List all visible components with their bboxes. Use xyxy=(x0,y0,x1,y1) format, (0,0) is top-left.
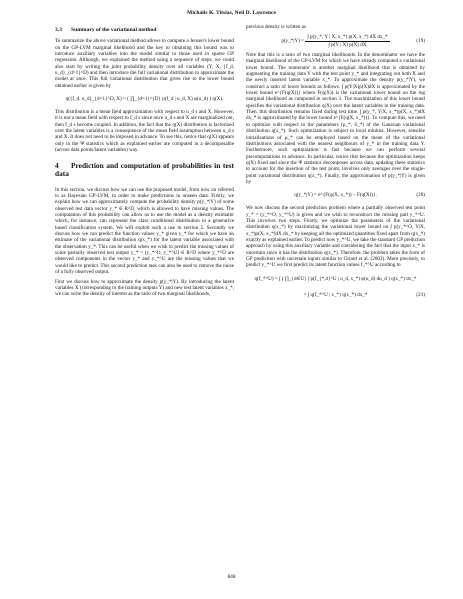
paragraph: First we discuss how to approximate the density p(y_*|Y). By introducing the latent variables X (corresponding to the training outputs Y) and new test latent variables x_*, we can write the density of interest as the ratio of two marginal likelihoods, xyxy=(55,278,234,298)
left-column xyxy=(55,24,234,301)
equation-rhs: = ∫ q(f_*^U | x_*) q(x_*) dx_* xyxy=(303,291,368,298)
running-header: Michalis K. Titsias, Neil D. Lawrence xyxy=(187,10,276,16)
fraction-denominator: ∫ p(Y | X) p(X) dX xyxy=(328,41,367,48)
equation-rhs: ∫ ( ∏_{d∈U} ∫ p(f_{*,d}^U | u_d, x_*) φ(u_d) du_d ) q(x_*) dx_* xyxy=(279,275,417,282)
equation-variational-distribution xyxy=(55,93,234,105)
equation-lhs: q(f_*^U) = xyxy=(254,275,278,282)
equation-lhs: p(y_*|Y) = xyxy=(281,38,305,45)
paragraph: To summarize the above variational method allows to compute a Jensen's lower bound on the GP-LVM marginal likelihood and the key to obtaining this bound was to introduce auxiliary variables into the model similar to those used in sparse GP regression. Although, we explained the method using a sequence of steps, we could also start by writing the joint probability density over all variables (Y, X, {f_d, u_d}_{d=1}^D) and then introduce the full variational distribution to approximate the model at once. This full variational distribution that gives rise to the lower bound obtained earlier is given by xyxy=(55,38,234,89)
equation-lhs: q({f_d, u_d}_{d=1}^D, X) = xyxy=(65,95,126,102)
equation-20 xyxy=(246,189,425,201)
equation-fraction xyxy=(305,34,389,48)
equation-rhs: ( ∏_{d=1}^{D} p(f_d | u_d, X) φ(u_d) ) q(X). xyxy=(127,95,224,102)
equation-rhs: e^{F(q(X, x_*)) − F(q(X))}. xyxy=(318,192,377,199)
equation-21-line-1 xyxy=(246,273,425,285)
equation-number: (19) xyxy=(416,38,425,45)
section-title: Prediction and computation of probabilities in test data xyxy=(55,160,234,179)
equation-19 xyxy=(246,34,425,48)
paragraph: Note that this is a ratio of two marginal likelihoods. In the denominator we have the marginal likelihood of the GP-LVM for which we have already computed a variational lower bound. The numerator is another marginal likelihood that is obtained by augmenting the training data Y with the test point y_* and integrating out both X and the newly inserted latent variable x_*. To approximate the density p(y_*|Y), we construct a ratio of lower bounds as follows. ∫ p(Y|X)p(X)dX is approximated by the lower bound e^{F(q(X))} where F(q(X)) is the variational lower bound on the log marginal likelihood as computed in section 3. The maximization of this lower bound specifies the variational distribution q(X) over the latent variables in the training data. Then, this distribution remains fixed during test time. ∫ p(y_*, Y|X, x_*)p(X, x_*)dX dx_* is approximated by the lower bound e^{F(q(X, x_*))}. To compute this, we need to optimize with respect to the parameters (μ_*, S_*) of the Gaussian variational distribution q(x_*). Such optimization is subject to local minima. However, sensible initializations of μ_* can be employed based on the mean of the variational distributions associated with the nearest neighbours of y_* in the training data Y. Furthermore, such optimization is fast because we can perform several precomputations in advance. In particular, notice that because the optimization keeps q(X) fixed and since the Ψ statistics decomposes across data, updating these statistics to account for the insertion of the test point, involves only averages over the single-point variational distribution q(x_*). Finally, the approximation of p(y_*|Y) is given by xyxy=(246,52,425,185)
paragraph: In this section, we discuss how we can use the proposed model, from now on referred to as Bayesian GP-LVM, in order to make predictions in unseen data. Firstly, we explain how we can approximately compute the probability density p(y_*|Y) of some observed test data vector y_* ∈ R^D, which is allowed to have missing values. The computation of this probability can allow us to use the model as a density estimator which, for instance, can represent the class conditional distribution in a generative based classification system. We will exploit such a use in section 5. Secondly we discuss how we can predict the function values y_* given y_* for which we have an estimate of the variational distribution q(x_*) for the latent variable associated with the observation y_*. This can be useful when we wish to predict the missing values of some partially observed test output y_* = (y_*^O, y_*^U) ∈ R^D where y_*^O are observed components in the vector y_* and y_*^U are the missing values that we would like to predict. This second prediction task can also be used to remove the noise of a fully observed output. xyxy=(55,186,234,276)
paragraph: We now discuss the second prediction problem where a partially observed test point y_* = (y_*^O, y_*^U) is given and we wish to reconstruct the missing part y_*^U. This involves two steps. Firstly, we optimize the parameters of the variational distribution q(x_*) by maximizing the variational lower bound on ∫ p(y_*^O, Y|X, x_*)p(X, x_*)dX dx_* by keeping all the optimized quantities fixed apart from q(x_*) exactly as explained earlier. To predict now y_*^U, we take the standard GP prediction approach by using this auxiliary variable and considering the fact that the input x_* is uncertain since it has the distribution q(x_*). Therefore, the problem takes the form of GP prediction with uncertain inputs similar to Girard et al. (2002). More precisely, to predict y_*^U we first predict its latent function values f_*^U according to xyxy=(246,205,425,269)
fraction-numerator: ∫ p(y_*, Y | X, x_*) p(X, x_*) dX dx_* xyxy=(307,34,388,41)
right-column xyxy=(246,24,425,305)
paragraph: This distribution is a mean field approximation with respect to u_d s and X. However, it is not a mean field with respect to f_d s since once u_d s and X are marginalized out, then f_d s become coupled. In addition, the fact that the q(X) distribution is factorized over the latent variables is a consequence of the mean field assumption between u_d s and X. It does not need to be imposed in advance. To see this, notice that q(X) appears only in the Ψ statistics which as explained earlier are computed in a decomposable (across data points/latent variables) way. xyxy=(55,109,234,154)
section-number: 3.3 xyxy=(55,27,62,33)
equation-number: (21) xyxy=(416,291,425,298)
page-number: 848 xyxy=(227,574,236,580)
equation-lhs: q(y_*|Y) = xyxy=(294,192,317,199)
paragraph: previous density is written as xyxy=(246,24,306,30)
equation-number: (20) xyxy=(416,192,425,199)
section-title: Summary of the variational method xyxy=(71,27,157,33)
section-number: 4 xyxy=(55,160,59,170)
section-heading-4 xyxy=(55,162,234,179)
section-heading-3-3 xyxy=(55,27,234,33)
equation-21-line-2 xyxy=(246,289,425,301)
